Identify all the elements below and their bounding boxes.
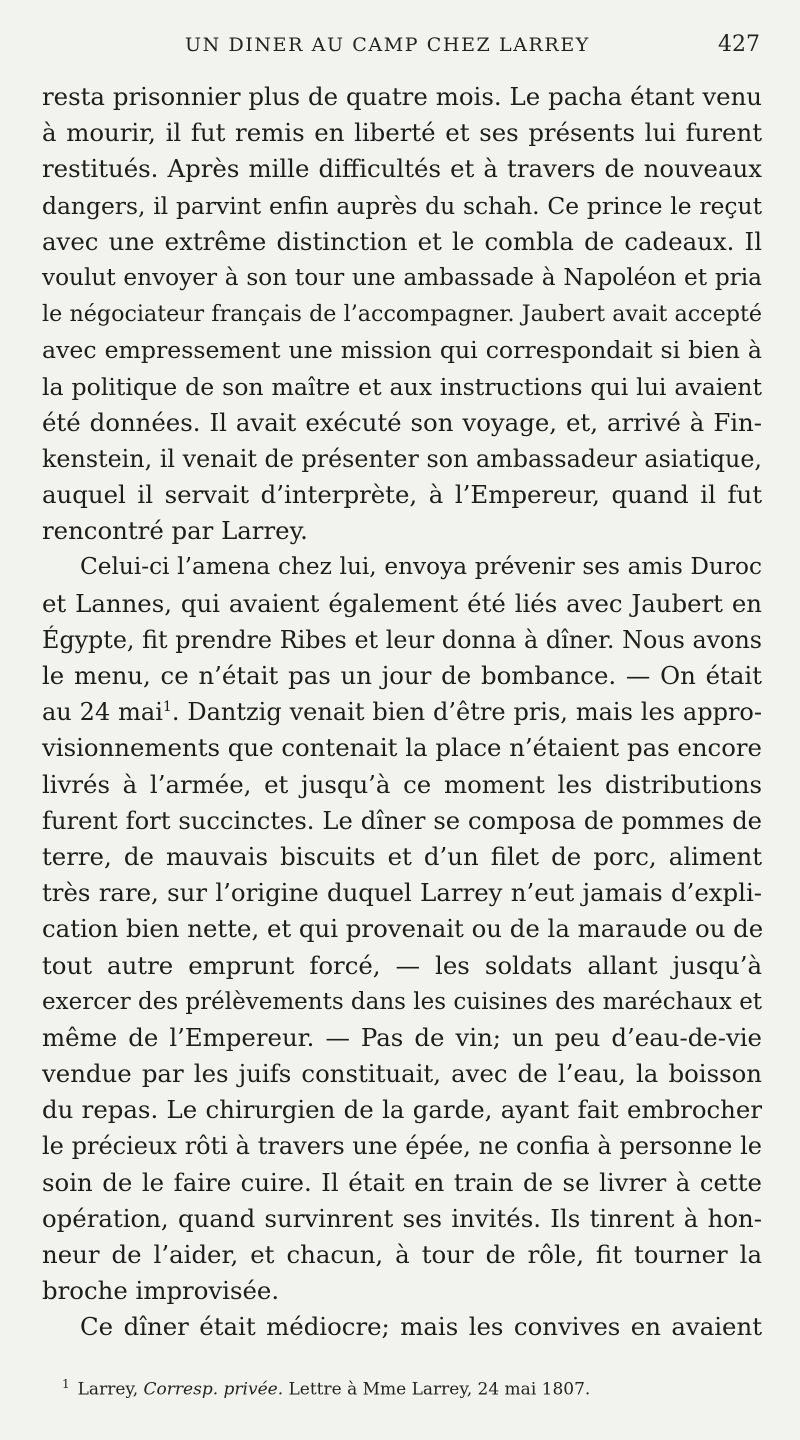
text-line: soin de le faire cuire. Il était en train de se livrer à cette (42, 1167, 762, 1197)
text-line: du repas. Le chirurgien de la garde, ayant fait embrocher (42, 1095, 762, 1125)
text-line: neur de l’aider, et chacun, à tour de rôle, fit tourner la (42, 1240, 762, 1269)
text-line: même de l’Empereur. — Pas de vin; un peu d’eau-de-vie (42, 1022, 762, 1052)
footnote-author: Larrey, (77, 1379, 139, 1400)
text-fragment: au 24 mai (42, 698, 163, 727)
footnote-text: Lettre à Mme Larrey, 24 mai 1807. (288, 1379, 591, 1400)
text-line: resta prisonnier plus de quatre mois. Le pacha étant venu (42, 82, 762, 111)
text-line: le menu, ce n’était pas un jour de bombance. — On était (42, 661, 762, 690)
text-line: vendue par les juifs constituait, avec de l’eau, la boisson (42, 1059, 762, 1089)
text-line: la politique de son maître et aux instructions qui lui avaient (42, 372, 762, 401)
paragraph-start-line: Celui-ci l’amena chez lui, envoya prévenir ses amis Duroc (80, 553, 762, 581)
paragraph-start-line: Ce dîner était médiocre; mais les convives en avaient (80, 1312, 762, 1342)
paragraph-end-line: broche improvisée. (42, 1276, 280, 1306)
paragraph-end-line: rencontré par Larrey. (42, 516, 308, 546)
text-line: livrés à l’armée, et jusqu’à ce moment les distributions (42, 769, 762, 799)
body-text (42, 79, 762, 1346)
text-line: restitués. Après mille difficultés et à travers de nouveaux (42, 154, 762, 184)
text-line: cation bien nette, et qui provenait ou de la maraude ou de (42, 914, 764, 944)
text-line: tout autre emprunt forcé, — les soldats allant jusqu’à (42, 950, 762, 980)
running-title: UN DINER AU CAMP CHEZ LARREY (185, 34, 590, 56)
text-line: visionnements que contenait la place n’étaient pas encore (42, 733, 762, 763)
text-line: exercer des prélèvements dans les cuisines des maréchaux et (42, 988, 763, 1015)
text-line: le précieux rôti à travers une épée, ne confia à personne le (42, 1132, 762, 1161)
running-header (40, 30, 760, 66)
text-line: le négociateur français de l’accompagner. Jaubert avait accepté (42, 301, 762, 328)
text-line: dangers, il parvint enfin auprès du schah. Ce prince le reçut (42, 191, 762, 220)
text-line: avec une extrême distinction et le combla de cadeaux. Il (42, 226, 762, 256)
footnote-mark: 1 (62, 1377, 70, 1391)
page-number: 427 (718, 32, 760, 57)
text-fragment: . Dantzig venait bien d’être pris, mais les appro- (171, 698, 762, 727)
text-line: très rare, sur l’origine duquel Larrey n’eut jamais d’expli- (42, 878, 762, 908)
text-line: terre, de mauvais biscuits et d’un filet de porc, aliment (42, 841, 762, 871)
text-line: Égypte, fit prendre Ribes et leur donna à dîner. Nous avons (42, 625, 762, 654)
text-line: auquel il servait d’interprète, à l’Empereur, quand il fut (42, 480, 762, 510)
text-line: voulut envoyer à son tour une ambassade à Napoléon et pria (42, 263, 762, 291)
text-line-with-note (42, 694, 762, 730)
text-line: opération, quand survinrent ses invités. Ils tinrent à hon- (42, 1203, 762, 1233)
footnote-work: Corresp. privée. (143, 1379, 284, 1400)
text-line: furent fort succinctes. Le dîner se composa de pommes de (42, 806, 762, 835)
text-line: et Lannes, qui avaient également été liés avec Jaubert en (42, 588, 762, 618)
text-line: été données. Il avait exécuté son voyage, et, arrivé à Fin- (42, 407, 762, 437)
footnote-reference: 1 (162, 699, 172, 716)
text-line: avec empressement une mission qui correspondait si bien à (42, 336, 762, 365)
text-line: à mourir, il fut remis en liberté et ses présents lui furent (42, 118, 762, 148)
text-line: kenstein, il venait de présenter son ambassadeur asiatique, (42, 444, 762, 473)
footnote (62, 1377, 702, 1400)
